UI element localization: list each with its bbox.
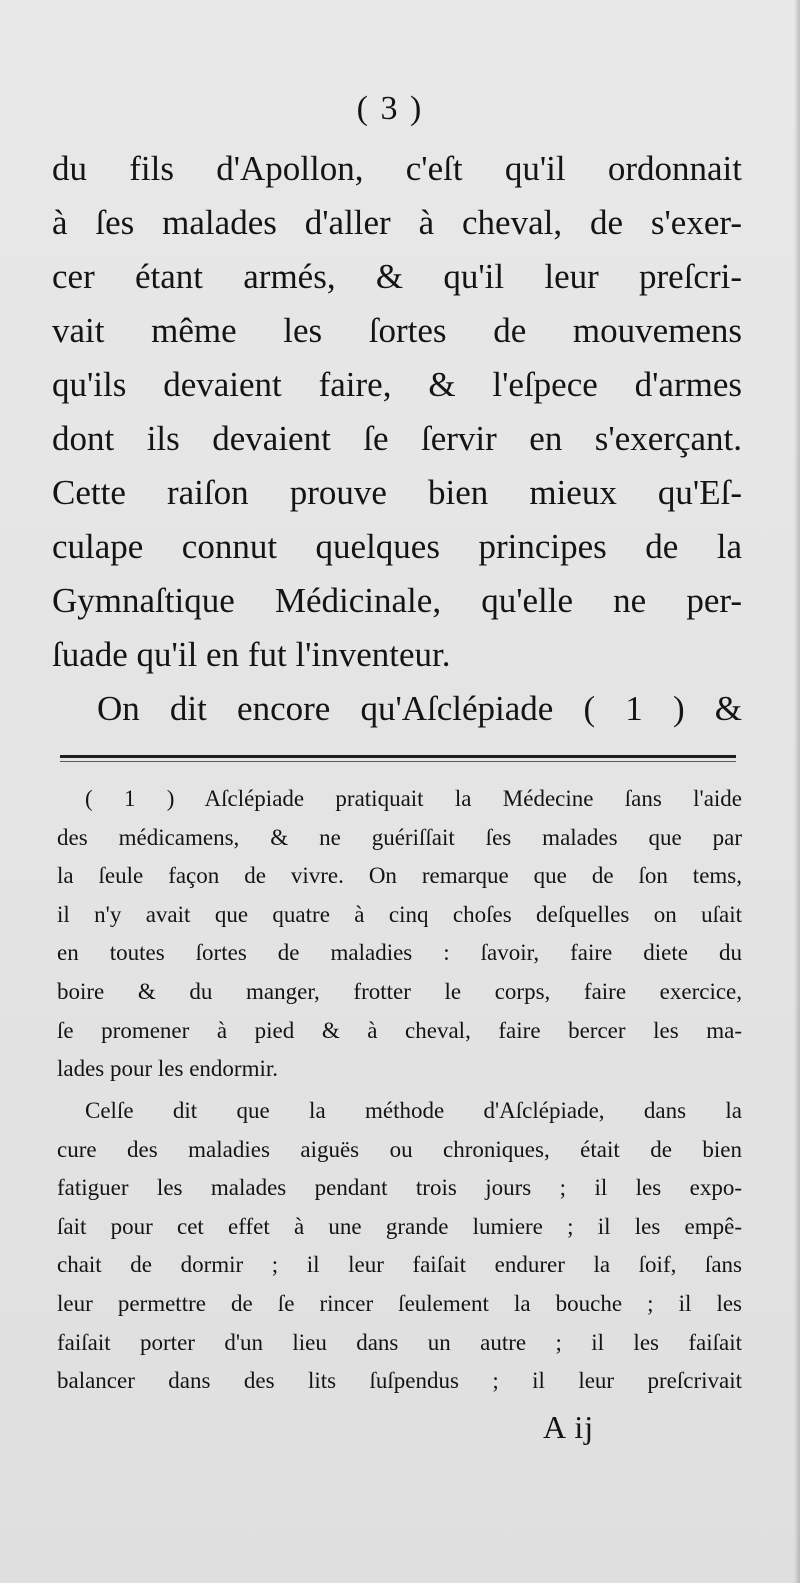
footnote-line: fatiguer les malades pendant trois jours ; il les expo- xyxy=(57,1175,742,1201)
footnote-separator-shadow xyxy=(60,761,736,762)
main-text-line: ſuade qu'il en fut l'inventeur. xyxy=(52,635,451,674)
footnote-line: ( 1 ) Aſclépiade pratiquait la Médecine ſans l'aide xyxy=(85,786,742,811)
main-text-line: du fils d'Apollon, c'eſt qu'il ordonnait xyxy=(52,149,742,188)
page-number: ( 3 ) xyxy=(356,90,424,127)
footnote-line: lades pour les endormir. xyxy=(57,1056,279,1082)
main-text-line: Gymnaſtique Médicinale, qu'elle ne per- xyxy=(52,581,742,620)
main-text-block xyxy=(52,142,742,736)
footnote-separator-rule xyxy=(60,755,736,758)
footnote-line: il n'y avait que quatre à cinq choſes deſquelles on uſait xyxy=(57,901,742,927)
footnote-line: la ſeule façon de vivre. On remarque que de ſon tems, xyxy=(57,863,742,889)
main-text-line: cer étant armés, & qu'il leur preſcri- xyxy=(52,257,742,296)
main-text-line: dont ils devaient ſe ſervir en s'exerçant. xyxy=(52,419,742,458)
footnote-line: des médicamens, & ne guériſſait ſes malades que par xyxy=(57,824,742,850)
footnote-line: boire & du manger, frotter le corps, faire exercice, xyxy=(57,978,742,1004)
main-text-line: vait même les ſortes de mouvemens xyxy=(52,311,742,350)
main-text-line: culape connut quelques principes de la xyxy=(52,527,742,566)
footnote-1 xyxy=(57,780,742,1089)
main-text-line: à ſes malades d'aller à cheval, de s'exer- xyxy=(52,203,742,242)
footnote-line: ſait pour cet effet à une grande lumiere ; il les empê- xyxy=(57,1213,742,1239)
footnote-line: balancer dans des lits ſuſpendus ; il leur preſcrivait xyxy=(57,1368,742,1394)
main-text-line: qu'ils devaient faire, & l'eſpece d'armes xyxy=(52,365,742,404)
footnote-line: chait de dormir ; il leur faiſait endurer la ſoif, ſans xyxy=(57,1252,742,1278)
footnote-line: faiſait porter d'un lieu dans un autre ; il les faiſait xyxy=(57,1329,742,1355)
main-text-line: On dit encore qu'Aſclépiade ( 1 ) & xyxy=(97,689,742,728)
footnote-line: en toutes ſortes de maladies : ſavoir, faire diete du xyxy=(57,940,742,966)
footnote-line: cure des maladies aiguës ou chroniques, était de bien xyxy=(57,1136,742,1162)
main-text-line: Cette raiſon prouve bien mieux qu'Eſ- xyxy=(52,473,742,512)
signature-mark: A ij xyxy=(543,1409,595,1445)
footnote-line: Celſe dit que la méthode d'Aſclépiade, dans la xyxy=(85,1098,742,1123)
page-edge-shadow xyxy=(794,0,800,1583)
footnote-2 xyxy=(57,1092,742,1401)
footnote-line: ſe promener à pied & à cheval, faire bercer les ma- xyxy=(57,1017,742,1043)
footnote-line: leur permettre de ſe rincer ſeulement la bouche ; il les xyxy=(57,1290,742,1316)
